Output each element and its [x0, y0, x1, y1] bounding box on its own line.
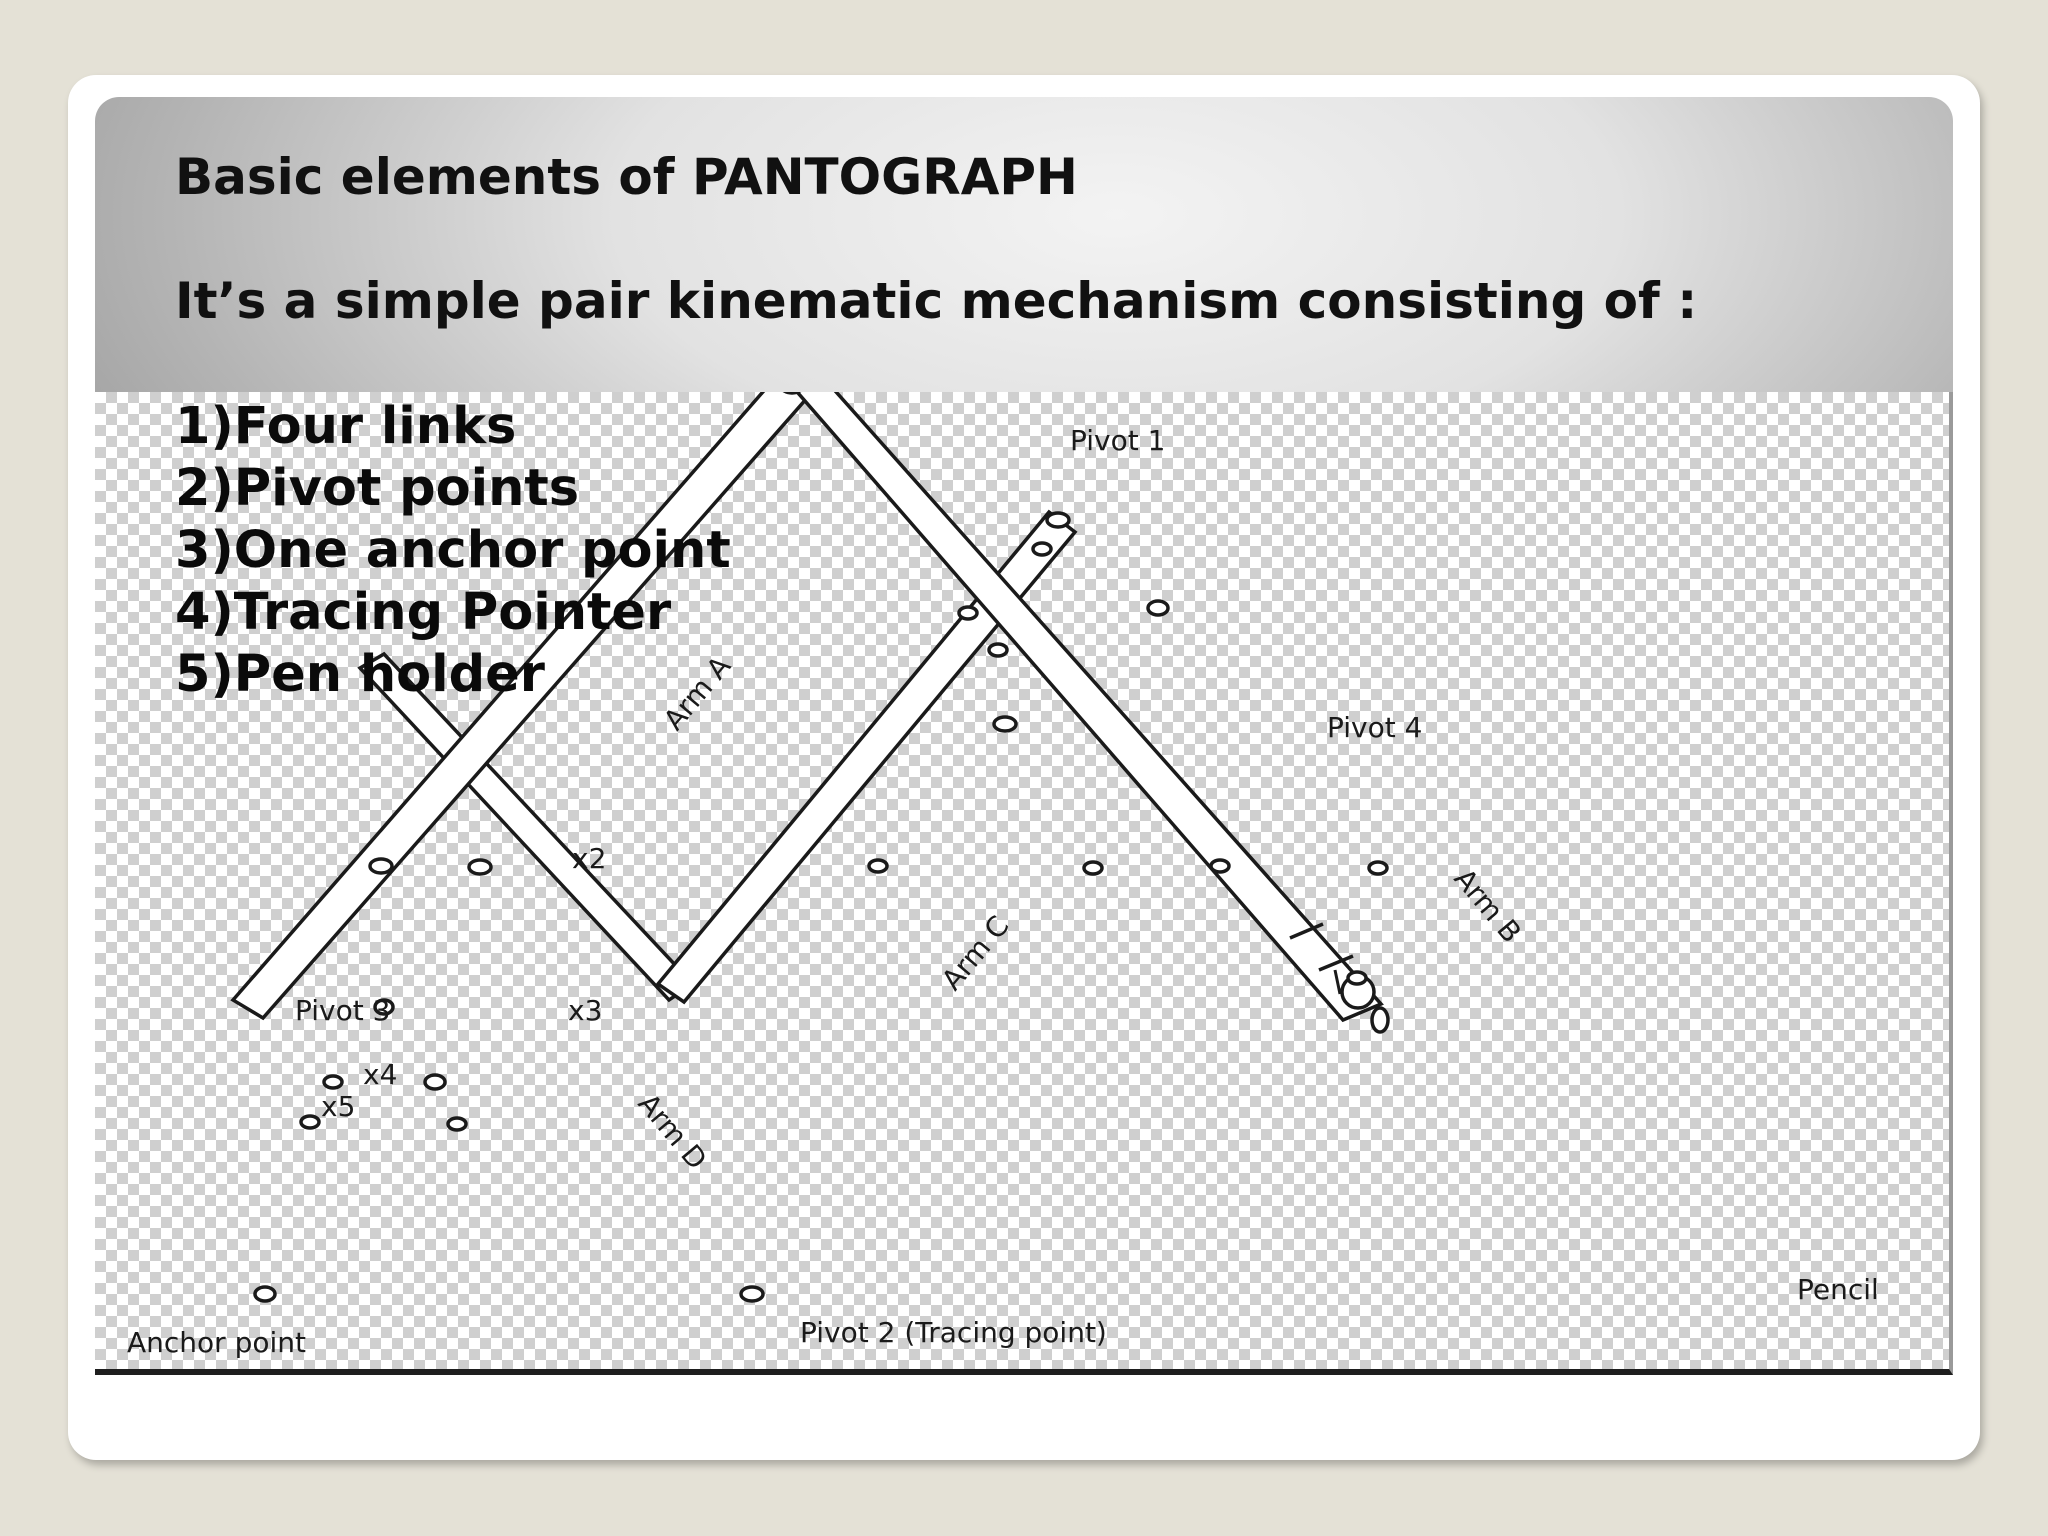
element-item: 2)Pivot points [175, 459, 580, 518]
x4-hole [324, 1076, 342, 1088]
element-item: 5)Pen holder [175, 645, 545, 704]
arm-b-hole [989, 644, 1007, 656]
label-pivot-2: Pivot 2 (Tracing point) [800, 1316, 1107, 1349]
label-pencil: Pencil [1797, 1273, 1879, 1306]
label-pivot-4: Pivot 4 [1327, 711, 1423, 744]
label-pivot-1: Pivot 1 [1070, 424, 1166, 457]
element-item: 3)One anchor point [175, 521, 731, 580]
element-item: 1)Four links [175, 397, 517, 456]
arm-d-hole [448, 1118, 466, 1130]
label-pivot-3: Pivot 3 [295, 994, 391, 1027]
element-list [175, 396, 731, 706]
label-arm-d: Arm D [631, 1087, 714, 1176]
slide-title: Basic elements of PANTOGRAPH [175, 148, 1078, 206]
label-anchor-point: Anchor point [127, 1326, 306, 1359]
x5-hole [301, 1116, 319, 1128]
arm-c-top-hole [1047, 513, 1069, 527]
label-arm-b: Arm B [1447, 862, 1528, 950]
arm-b-hole [1348, 972, 1366, 984]
slide-subtitle: It’s a simple pair kinematic mechanism consisting of : [175, 272, 1698, 330]
arm-d-top-hole [370, 859, 392, 873]
arm-b-hole [1369, 862, 1387, 874]
pencil-tip [1372, 1008, 1388, 1032]
x3-hole [425, 1075, 445, 1089]
label-x2: x2 [572, 842, 607, 875]
label-x5: x5 [321, 1090, 356, 1123]
arm-c-hole [1033, 543, 1051, 555]
element-item: 4)Tracing Pointer [175, 583, 672, 642]
pivot-4-hole [994, 717, 1016, 731]
label-arm-c: Arm C [935, 909, 1016, 997]
arm-b-hole [1211, 860, 1229, 872]
arm-b-hole [1084, 862, 1102, 874]
arm-b-hole [959, 607, 977, 619]
anchor-hole [255, 1287, 275, 1301]
x2-hole [469, 860, 491, 874]
arm-b [785, 392, 1381, 1020]
slide-header [95, 97, 1953, 392]
label-x4: x4 [363, 1058, 398, 1091]
label-x3: x3 [568, 994, 603, 1027]
arm-c-hole [869, 860, 887, 872]
arm-c-hole [1148, 601, 1168, 615]
pivot-2-hole [741, 1287, 763, 1301]
pivot-1-hole [781, 392, 803, 393]
label-arm-a: Arm A [657, 649, 738, 737]
